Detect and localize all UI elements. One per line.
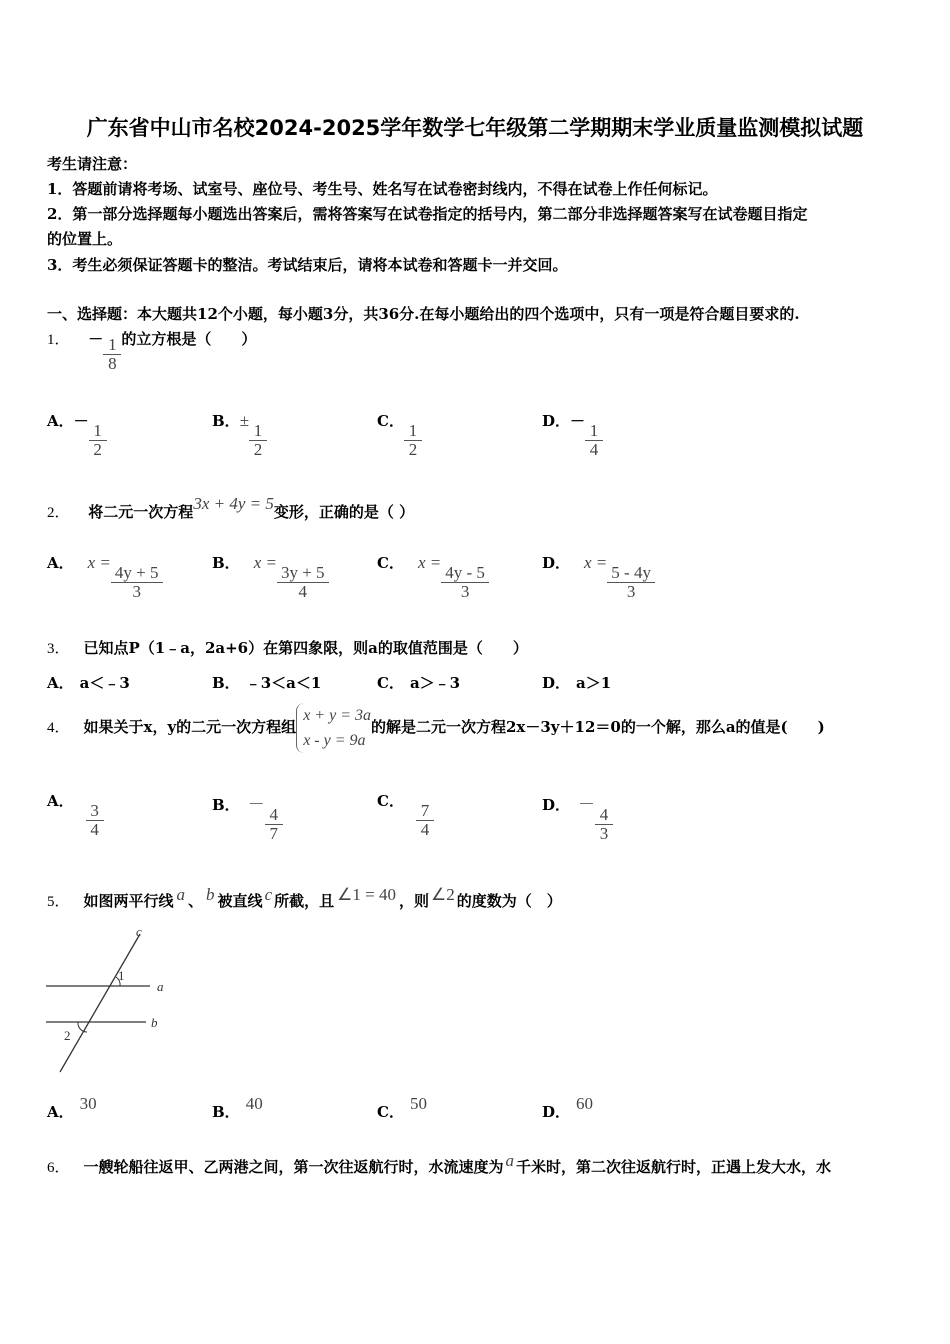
q2-option-d: D． x = $\frac{5 - 4y}{3}$ <box>542 552 655 601</box>
question-4: 4． 如果关于x，y的二元一次方程组x + y = 3a x - y = 9a的解是二元一次方程2x－3y＋12＝0的一个解，那么a的值是( ) <box>47 703 825 753</box>
section-heading: 一、选择题：本大题共12个小题，每小题3分，共36分.在每小题给出的四个选项中，只有一项是符合题目要求的. <box>47 305 800 323</box>
question-text: 的立方根是（ ） <box>121 330 257 348</box>
label-b: b <box>151 1015 158 1030</box>
question-5: 5． 如图两平行线 a 、 b 被直线 c 所截，且 ∠1 = 40 ，则 ∠2 的度数为（ ） <box>47 885 562 910</box>
equation-system: x + y = 3a x - y = 9a <box>296 703 371 753</box>
notice-item-2-cont: 的位置上。 <box>47 230 123 248</box>
question-1 <box>47 328 256 373</box>
q1-option-c: C． $\frac{1}{2}$ <box>377 410 422 459</box>
question-2: 2． 将二元一次方程3x + 4y = 5变形，正确的是（ ） <box>47 494 415 521</box>
q3-option-b: B． ﹣3＜a＜1 <box>212 674 322 692</box>
q1-option-d: D．－ $\frac{1}{4}$ <box>542 410 603 459</box>
question-number: 1． <box>47 332 70 348</box>
q1-option-b: B．± $\frac{1}{2}$ <box>212 410 267 459</box>
q3-option-d: D． a＞1 <box>542 674 612 692</box>
fraction: $\frac{1}{8}$ <box>105 336 119 373</box>
label-a: a <box>157 979 164 994</box>
q4-option-b: B． － $\frac{4}{7}$ <box>212 790 283 843</box>
q5-option-b: B． 40 <box>212 1094 263 1121</box>
notice-heading: 考生请注意： <box>47 155 138 173</box>
equation: 3x + 4y = 5 <box>193 494 274 513</box>
notice-item-2: 2．第一部分选择题每小题选出答案后，需将答案写在试卷指定的括号内，第二部分非选择题答案写在试卷题目指定 <box>47 205 808 223</box>
q4-option-d: D． － $\frac{4}{3}$ <box>542 790 613 843</box>
q4-option-c: C． $\frac{7}{4}$ <box>377 790 434 839</box>
notice-item-3: 3．考生必须保证答题卡的整洁。考试结束后，请将本试卷和答题卡一并交回。 <box>47 256 568 274</box>
label-2: 2 <box>64 1028 71 1043</box>
q5-option-a: A． 30 <box>47 1094 97 1121</box>
q1-option-a: A．－ $\frac{1}{2}$ <box>47 410 107 459</box>
q3-option-c: C． a＞﹣3 <box>377 674 461 692</box>
q2-option-c: C． x = $\frac{4y - 5}{3}$ <box>377 552 489 601</box>
notice-item-1: 1．答题前请将考场、试室号、座位号、考生号、姓名写在试卷密封线内，不得在试卷上作任何标记。 <box>47 180 718 198</box>
q2-option-b: B． x = $\frac{3y + 5}{4}$ <box>212 552 329 601</box>
q3-option-a: A． a＜﹣3 <box>47 674 130 692</box>
parallel-lines-figure <box>40 920 180 1080</box>
q5-option-c: C． 50 <box>377 1094 427 1121</box>
label-c: c <box>136 924 142 939</box>
negative-sign: － <box>88 330 104 348</box>
question-6: 6． 一艘轮船往返甲、乙两港之间，第一次往返航行时，水流速度为 a 千米时，第二次往返航行时，正遇上发大水，水 <box>47 1151 832 1176</box>
q5-option-d: D． 60 <box>542 1094 594 1121</box>
question-3: 3． 已知点P（1﹣a，2a+6）在第四象限，则a的取值范围是（ ） <box>47 639 528 657</box>
page-title: 广东省中山市名校2024-2025学年数学七年级第二学期期末学业质量监测模拟试题 <box>86 116 864 140</box>
label-1: 1 <box>118 968 125 983</box>
line-c <box>60 934 140 1072</box>
q2-option-a: A． x = $\frac{4y + 5}{3}$ <box>47 552 163 601</box>
q4-option-a: A． $\frac{3}{4}$ <box>47 790 104 839</box>
